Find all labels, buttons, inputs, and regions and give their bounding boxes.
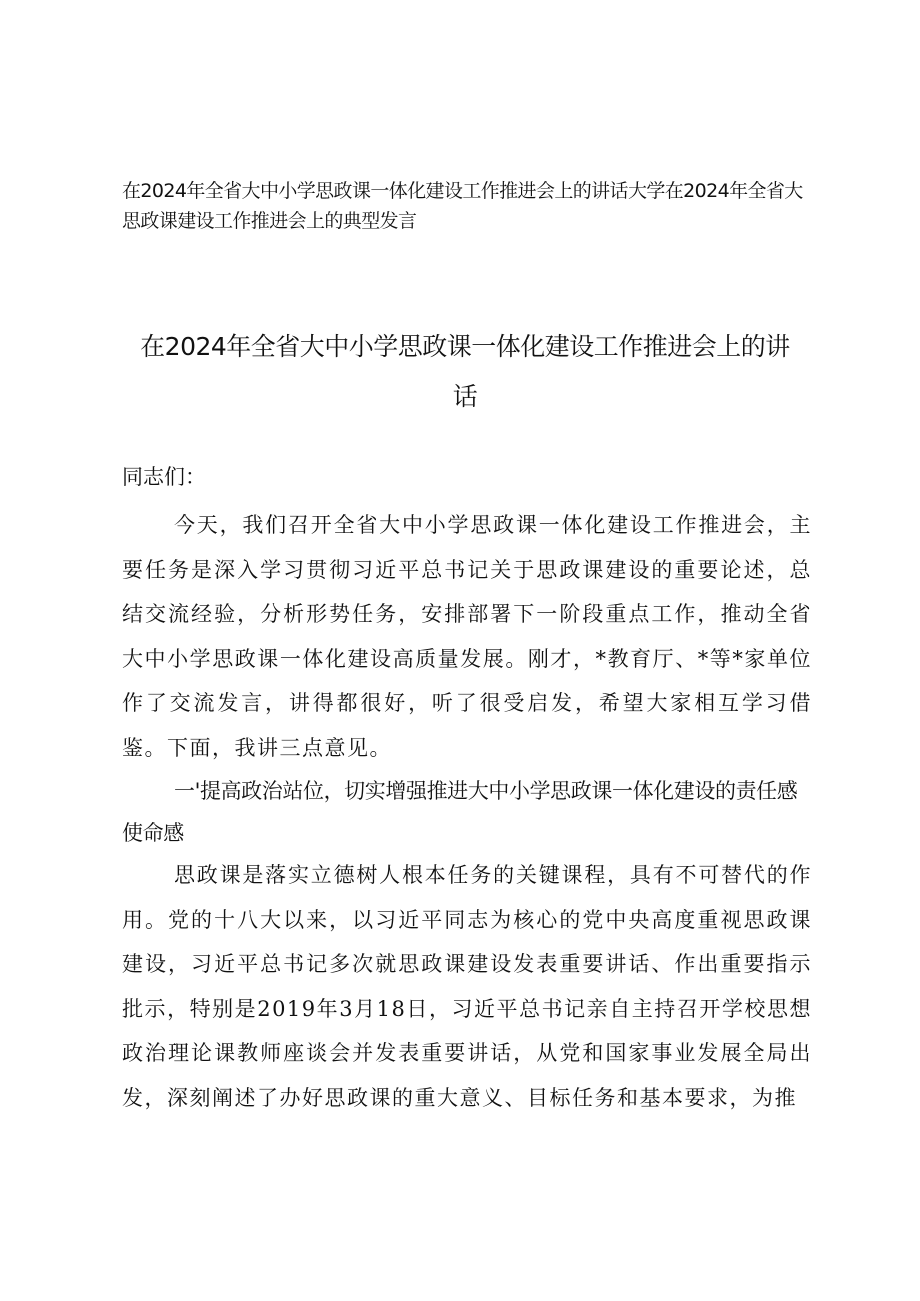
section-heading-1: 一'提高政治站位，切实增强推进大中小学思政课一体化建设的责任感使命感 (122, 779, 798, 845)
salutation: 同志们： (122, 465, 206, 489)
document-title: 在2024年全省大中小学思政课一体化建设工作推进会上的讲话 (140, 332, 790, 411)
paragraph-section-1: 思政课是落实立德树人根本任务的关键课程，具有不可替代的作用。党的十八大以来，以习近平同志为核心的党中央高度重视思政课建设，习近平总书记多次就思政课建设发表重要讲话、作出重要指示批示，特别是2019年3月18日，习近平总书记亲自主持召开学校思想政治理论课教师座谈会并发表重要讲话，从党和国家事业发展全局出发，深刻阐述了办好思政课的重大意义、目标任务和基本要求，为推 (122, 863, 812, 1110)
document-header: 在2024年全省大中小学思政课一体化建设工作推进会上的讲话大学在2024年全省大思政课建设工作推进会上的典型发言 (122, 180, 803, 232)
paragraph-intro: 今天，我们召开全省大中小学思政课一体化建设工作推进会，主要任务是深入学习贯彻习近平总书记关于思政课建设的重要论述，总结交流经验，分析形势任务，安排部署下一阶段重点工作，推动全省大中小学思政课一体化建设高质量发展。刚才，*教育厅、*等*家单位作了交流发言，讲得都很好，听了很受启发，希望大家相互学习借鉴。下面，我讲三点意见。 (122, 513, 812, 760)
